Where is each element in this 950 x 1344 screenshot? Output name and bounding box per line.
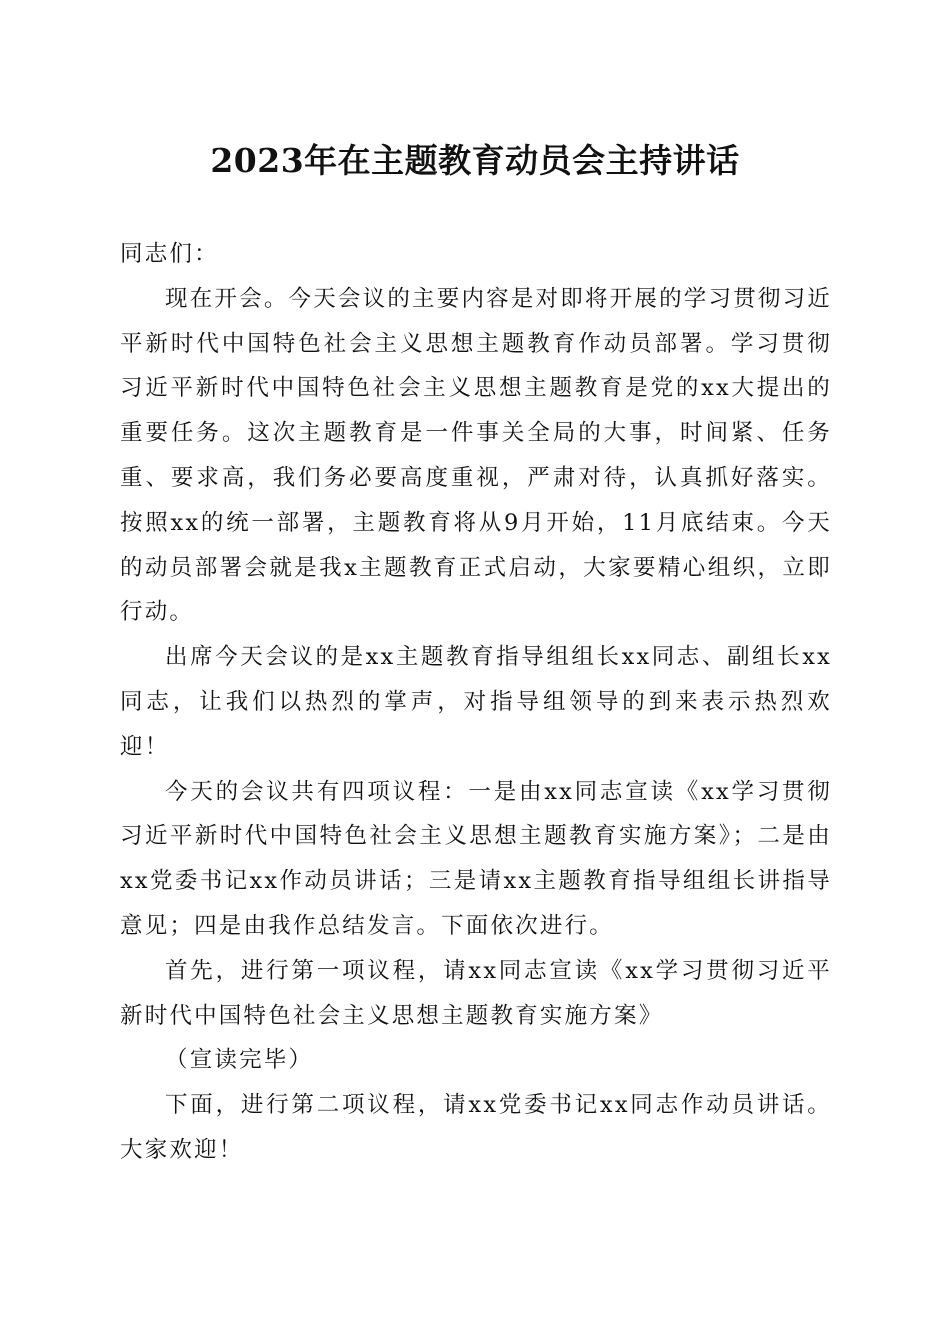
paragraph-first-item: 首先，进行第一项议程，请xx同志宣读《xx学习贯彻习近平新时代中国特色社会主义思想主题教育实施方案》 <box>120 957 832 1029</box>
paragraph-attendees: 出席今天会议的是xx主题教育指导组组长xx同志、副组长xx同志，让我们以热烈的掌声，对指导组领导的到来表示热烈欢迎！ <box>120 644 832 760</box>
paragraph-reading-finished: （宣读完毕） <box>165 1047 314 1074</box>
document-title: 2023年在主题教育动员会主持讲话 <box>210 141 740 180</box>
paragraph-opening: 现在开会。今天会议的主要内容是对即将开展的学习贯彻习近平新时代中国特色社会主义思想主题教育作动员部署。学习贯彻习近平新时代中国特色社会主义思想主题教育是党的xx大提出的重要任务。这次主题教育是一件事关全局的大事，时间紧、任务重、要求高，我们务必要高度重视，严肃对待，认真抓好落实。按照xx的统一部署，主题教育将从9月开始，11月底结束。今天的动员部署会就是我x主题教育正式启动，大家要精心组织，立即行动。 <box>120 285 832 626</box>
document-body <box>120 232 832 1173</box>
paragraph-second-item: 下面，进行第二项议程，请xx党委书记xx同志作动员讲话。大家欢迎！ <box>120 1092 832 1163</box>
salutation: 同志们： <box>120 241 219 267</box>
paragraph-agenda: 今天的会议共有四项议程：一是由xx同志宣读《xx学习贯彻习近平新时代中国特色社会主义思想主题教育实施方案》；二是由xx党委书记xx作动员讲话；三是请xx主题教育指导组组长讲指导意见；四是由我作总结发言。下面依次进行。 <box>120 778 832 939</box>
